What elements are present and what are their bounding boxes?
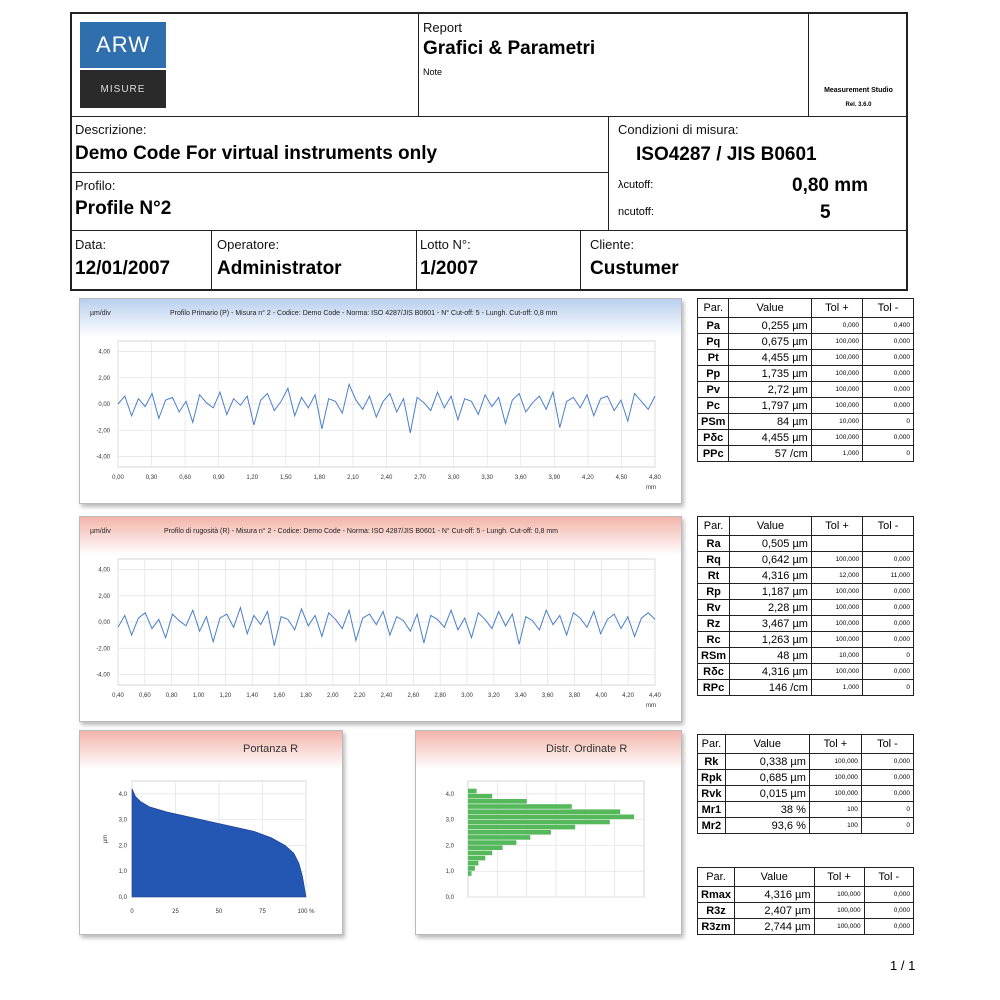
description-cell: [72, 117, 609, 173]
primary-x-tick-label: 2,10: [347, 475, 359, 481]
distribution-bar: [468, 815, 634, 820]
header-value: Value: [725, 735, 809, 754]
roughness-unit-label: µm/div: [90, 528, 111, 535]
param-value: 1,797 µm: [729, 398, 811, 414]
primary-x-tick-label: 3,00: [447, 475, 460, 481]
param-name: Ra: [698, 536, 730, 552]
param-tol-plus: [811, 536, 862, 552]
bearing-y-axis-label: µm: [103, 834, 109, 844]
header-value: Value: [730, 517, 812, 536]
date-value: 12/01/2007: [75, 258, 171, 279]
param-value: 0,255 µm: [729, 318, 811, 334]
bearing-x-tick-label: 25: [172, 909, 179, 915]
param-tol-minus: 0: [863, 680, 914, 696]
bearing-curve-title: Portanza R: [243, 743, 299, 755]
param-value: 0,505 µm: [730, 536, 812, 552]
date-label: Data:: [75, 237, 107, 252]
page-number: 1 / 1: [890, 958, 916, 973]
param-name: Rt: [698, 568, 730, 584]
header-par: Par.: [698, 299, 729, 318]
param-value: 1,187 µm: [730, 584, 812, 600]
table-row: [698, 568, 914, 584]
param-name: Rmax: [698, 887, 735, 903]
param-tol-plus: 100,000: [811, 350, 862, 366]
conditions-label: Condizioni di misura:: [618, 122, 739, 137]
primary-x-tick-label: 3,90: [548, 475, 561, 481]
table-row: [698, 919, 914, 935]
param-tol-minus: 0,000: [862, 398, 913, 414]
primary-x-tick-label: 1,80: [313, 475, 326, 481]
param-tol-plus: 100,000: [811, 632, 862, 648]
report-header: [70, 12, 908, 291]
param-name: Rvk: [698, 786, 726, 802]
param-tol-plus: 10,000: [811, 648, 862, 664]
param-value: 4,455 µm: [729, 350, 811, 366]
param-tol-minus: 0,000: [862, 334, 913, 350]
header-value: Value: [734, 868, 814, 887]
param-tol-plus: 1,000: [811, 446, 862, 462]
distribution-panel: [415, 730, 682, 935]
bearing-x-tick-label: 50: [215, 909, 223, 915]
param-name: PSm: [698, 414, 729, 430]
bearing-y-tick-label: 1,0: [118, 869, 127, 876]
param-value: 84 µm: [729, 414, 811, 430]
roughness-x-tick-label: 3,40: [514, 693, 527, 699]
param-name: Rpk: [698, 770, 726, 786]
roughness-profile-panel: [79, 516, 682, 722]
operator-value: Administrator: [217, 258, 342, 279]
roughness-x-tick-label: 4,20: [622, 693, 634, 699]
distribution-bar: [468, 856, 485, 861]
n-cutoff-value: 5: [820, 202, 831, 223]
primary-parameters-table: [697, 298, 914, 462]
param-tol-minus: 0: [861, 818, 913, 834]
date-cell: [72, 231, 212, 291]
table-row: [698, 887, 914, 903]
logo-cell: [72, 14, 419, 117]
table-row: [698, 632, 914, 648]
param-name: Rv: [698, 600, 730, 616]
param-tol-plus: 100,000: [809, 786, 861, 802]
param-value: 4,316 µm: [734, 887, 814, 903]
param-tol-plus: 100,000: [811, 398, 862, 414]
bearing-y-tick-label: 2,0: [118, 843, 127, 850]
param-tol-minus: 0,000: [861, 754, 913, 770]
lambda-cutoff-label: λcutoff:: [618, 179, 654, 191]
distribution-y-tick-label: 0,0: [445, 895, 454, 901]
software-release: Rel. 3.6.0: [845, 102, 872, 108]
primary-x-tick-label: 0,60: [179, 475, 191, 481]
param-name: Mr1: [698, 802, 726, 818]
bearing-x-tick-label: 0: [130, 909, 134, 915]
param-tol-minus: 0: [861, 802, 913, 818]
param-tol-minus: 0,000: [863, 600, 914, 616]
distribution-y-tick-label: 2,0: [445, 843, 454, 850]
param-tol-plus: 100: [809, 818, 861, 834]
table-row: [698, 664, 914, 680]
header-par: Par.: [698, 868, 735, 887]
table-row: [698, 616, 914, 632]
param-tol-minus: 0: [862, 446, 913, 462]
param-value: 93,6 %: [725, 818, 809, 834]
header-tol-plus: Tol +: [814, 868, 864, 887]
param-value: 0,685 µm: [725, 770, 809, 786]
distribution-title: Distr. Ordinate R: [546, 743, 628, 755]
roughness-x-tick-label: 1,80: [300, 693, 312, 699]
primary-y-tick-label: 0,00: [98, 402, 110, 408]
param-value: 0,338 µm: [725, 754, 809, 770]
primary-x-tick-label: 2,70: [414, 475, 426, 481]
param-tol-plus: 100,000: [814, 903, 864, 919]
header-tol-minus: Tol -: [864, 868, 913, 887]
param-tol-minus: 0,000: [861, 786, 913, 802]
report-title-cell: [419, 14, 809, 117]
header-tol-plus: Tol +: [811, 517, 862, 536]
note-label: Note: [423, 67, 443, 77]
primary-unit-label: µm/div: [90, 310, 111, 317]
param-value: 48 µm: [730, 648, 812, 664]
header-tol-plus: Tol +: [809, 735, 861, 754]
param-tol-plus: 100,000: [811, 334, 862, 350]
param-value: 4,316 µm: [730, 664, 812, 680]
core-parameters-table: [697, 734, 914, 834]
param-name: RPc: [698, 680, 730, 696]
distribution-bar: [468, 789, 477, 794]
param-tol-plus: 10,000: [811, 414, 862, 430]
param-name: Pv: [698, 382, 729, 398]
param-tol-minus: 0: [863, 648, 914, 664]
param-name: PPc: [698, 446, 729, 462]
distribution-chart: [416, 731, 683, 936]
primary-x-tick-label: 4,50: [615, 475, 628, 481]
bearing-curve-panel: [79, 730, 343, 935]
distribution-bar: [468, 851, 492, 856]
roughness-x-tick-label: 0,40: [112, 693, 124, 699]
distribution-bar: [468, 825, 575, 830]
param-tol-plus: 100,000: [809, 770, 861, 786]
primary-x-tick-label: 0,30: [145, 475, 158, 481]
roughness-x-tick-label: 1,00: [192, 693, 205, 699]
table-row: [698, 754, 914, 770]
distribution-bar: [468, 871, 472, 876]
primary-y-tick-label: 4,00: [98, 349, 110, 356]
distribution-bar: [468, 840, 516, 845]
roughness-x-tick-label: 2,80: [434, 693, 447, 699]
table-row: [698, 366, 914, 382]
primary-x-tick-label: 1,50: [279, 475, 292, 481]
report-label: Report: [423, 20, 463, 35]
param-tol-plus: 100,000: [811, 552, 862, 568]
param-tol-plus: 100,000: [811, 600, 862, 616]
table-row: [698, 802, 914, 818]
roughness-y-tick-label: -2,00: [96, 646, 110, 653]
table-header-row: [698, 517, 914, 536]
table-row: [698, 350, 914, 366]
bearing-curve-chart: [80, 731, 344, 936]
param-name: Pa: [698, 318, 729, 334]
param-tol-minus: 0,000: [863, 584, 914, 600]
param-name: Rc: [698, 632, 730, 648]
param-name: Mr2: [698, 818, 726, 834]
conditions-value: ISO4287 / JIS B0601: [636, 144, 817, 165]
param-tol-plus: 100,000: [814, 887, 864, 903]
param-tol-plus: 100: [809, 802, 861, 818]
param-name: Rq: [698, 552, 730, 568]
operator-label: Operatore:: [217, 237, 280, 252]
header-tol-minus: Tol -: [862, 299, 913, 318]
param-value: 2,744 µm: [734, 919, 814, 935]
primary-x-tick-label: 0,90: [212, 475, 225, 481]
roughness-x-tick-label: 3,00: [461, 693, 473, 699]
primary-y-tick-label: -4,00: [96, 454, 110, 461]
lot-cell: [417, 231, 581, 291]
param-name: Pp: [698, 366, 729, 382]
lambda-cutoff-value: 0,80 mm: [792, 175, 869, 196]
primary-x-tick-label: 4,80: [649, 475, 661, 481]
conditions-cell: [609, 117, 908, 231]
param-tol-plus: 100,000: [811, 664, 862, 680]
param-value: 0,015 µm: [725, 786, 809, 802]
header-value: Value: [729, 299, 811, 318]
table-row: [698, 818, 914, 834]
param-tol-plus: 100,000: [811, 616, 862, 632]
software-name: Measurement Studio: [824, 87, 893, 94]
table-row: [698, 334, 914, 350]
n-cutoff-label: ncutoff:: [618, 206, 654, 218]
table-row: [698, 600, 914, 616]
param-tol-minus: 11,000: [863, 568, 914, 584]
table-row: [698, 414, 914, 430]
roughness-x-tick-label: 1,20: [219, 693, 232, 699]
param-tol-minus: 0,000: [862, 382, 913, 398]
primary-y-tick-label: 2,00: [98, 375, 110, 382]
distribution-y-tick-label: 3,0: [445, 817, 454, 824]
table-row: [698, 430, 914, 446]
table-row: [698, 552, 914, 568]
param-tol-plus: 100,000: [811, 584, 862, 600]
distribution-bar: [468, 809, 620, 814]
primary-x-tick-label: 2,40: [380, 475, 393, 481]
roughness-x-tick-label: 4,00: [595, 693, 608, 699]
company-logo: [80, 22, 166, 68]
roughness-x-tick-label: 2,00: [326, 693, 339, 699]
description-value: Demo Code For virtual instruments only: [75, 143, 438, 164]
param-value: 57 /cm: [729, 446, 811, 462]
client-value: Custumer: [590, 258, 679, 279]
roughness-x-tick-label: 0,80: [165, 693, 178, 699]
roughness-parameters-table: [697, 516, 914, 696]
distribution-bar: [468, 866, 475, 871]
param-name: Pt: [698, 350, 729, 366]
param-tol-minus: 0,000: [864, 919, 913, 935]
distribution-y-tick-label: 4,0: [445, 791, 454, 798]
param-value: 4,455 µm: [729, 430, 811, 446]
primary-profile-chart: [80, 299, 683, 505]
roughness-profile-chart: [80, 517, 683, 723]
param-value: 1,735 µm: [729, 366, 811, 382]
distribution-bar: [468, 794, 492, 799]
param-name: Pq: [698, 334, 729, 350]
header-tol-minus: Tol -: [861, 735, 913, 754]
param-name: Rz: [698, 616, 730, 632]
roughness-x-tick-label: 1,40: [246, 693, 259, 699]
software-cell: [809, 14, 908, 117]
profile-cell: [72, 173, 609, 231]
logo-text: ARW: [96, 32, 150, 57]
roughness-y-tick-label: -4,00: [96, 672, 110, 679]
table-header-row: [698, 299, 914, 318]
table-row: [698, 648, 914, 664]
param-value: 4,316 µm: [730, 568, 812, 584]
param-name: Rδc: [698, 664, 730, 680]
distribution-bar: [468, 830, 551, 835]
table-row: [698, 680, 914, 696]
table-row: [698, 903, 914, 919]
header-par: Par.: [698, 517, 730, 536]
param-tol-minus: 0: [862, 414, 913, 430]
distribution-bar: [468, 820, 610, 825]
roughness-x-unit-label: mm: [646, 703, 656, 709]
lot-label: Lotto N°:: [420, 237, 471, 252]
param-name: R3z: [698, 903, 735, 919]
primary-x-tick-label: 0,00: [112, 475, 124, 481]
table-row: [698, 398, 914, 414]
param-tol-plus: 12,000: [811, 568, 862, 584]
param-tol-minus: 0,000: [863, 616, 914, 632]
distribution-bar: [468, 845, 503, 850]
table-row: [698, 584, 914, 600]
primary-x-unit-label: mm: [646, 485, 656, 491]
header-tol-minus: Tol -: [863, 517, 914, 536]
param-value: 0,642 µm: [730, 552, 812, 568]
param-name: Pδc: [698, 430, 729, 446]
lot-value: 1/2007: [420, 258, 479, 279]
logo-subtext: MISURE: [100, 83, 146, 95]
param-tol-minus: 0,000: [862, 430, 913, 446]
param-value: 146 /cm: [730, 680, 812, 696]
distribution-bar: [468, 804, 572, 809]
bearing-y-tick-label: 4,0: [118, 791, 127, 798]
param-tol-plus: 0,000: [811, 318, 862, 334]
table-row: [698, 536, 914, 552]
primary-profile-title: Profilo Primario (P) - Misura n° 2 - Codice: Demo Code - Norma: ISO 4287/JIS B0601 - N° Cut-off: 5 - Lungh. Cut-off: 0,8 mm: [170, 310, 558, 317]
roughness-x-tick-label: 3,20: [488, 693, 500, 699]
param-name: Rp: [698, 584, 730, 600]
roughness-y-tick-label: 0,00: [98, 620, 110, 626]
distribution-y-tick-label: 1,0: [445, 869, 454, 876]
roughness-x-tick-label: 4,40: [649, 693, 661, 699]
table-header-row: [698, 868, 914, 887]
param-value: 38 %: [725, 802, 809, 818]
param-tol-plus: 100,000: [809, 754, 861, 770]
roughness-x-tick-label: 2,40: [380, 693, 393, 699]
primary-x-tick-label: 4,20: [582, 475, 594, 481]
param-tol-plus: 100,000: [814, 919, 864, 935]
param-tol-minus: 0,000: [863, 632, 914, 648]
distribution-bar: [468, 799, 527, 804]
profile-label: Profilo:: [75, 178, 116, 193]
param-name: Pc: [698, 398, 729, 414]
param-tol-minus: 0,000: [861, 770, 913, 786]
description-label: Descrizione:: [75, 122, 147, 137]
param-tol-minus: 0,000: [862, 366, 913, 382]
param-name: Rk: [698, 754, 726, 770]
param-tol-minus: [863, 536, 914, 552]
roughness-x-tick-label: 2,60: [407, 693, 420, 699]
table-row: [698, 770, 914, 786]
param-tol-plus: 100,000: [811, 382, 862, 398]
report-title: Grafici & Parametri: [423, 38, 596, 59]
primary-profile-panel: [79, 298, 682, 504]
param-tol-minus: 0,000: [862, 350, 913, 366]
roughness-profile-title: Profilo di rugosità (R) - Misura n° 2 - Codice: Demo Code - Norma: ISO 4287/JIS B0601 - N° Cut-off: 5 - Lungh. Cut-off: 0,8 mm: [164, 528, 558, 535]
distribution-bar: [468, 835, 530, 840]
bearing-y-tick-label: 3,0: [118, 817, 127, 824]
param-tol-minus: 0,000: [863, 552, 914, 568]
max-parameters-table: [697, 867, 914, 935]
param-name: RSm: [698, 648, 730, 664]
primary-x-tick-label: 3,30: [481, 475, 494, 481]
param-tol-minus: 0,000: [864, 903, 913, 919]
primary-y-tick-label: -2,00: [96, 428, 110, 435]
param-tol-minus: 0,400: [862, 318, 913, 334]
param-tol-minus: 0,000: [864, 887, 913, 903]
client-cell: [581, 231, 908, 291]
param-value: 2,28 µm: [730, 600, 812, 616]
param-value: 1,263 µm: [730, 632, 812, 648]
table-row: [698, 786, 914, 802]
table-row: [698, 446, 914, 462]
param-tol-plus: 100,000: [811, 430, 862, 446]
bearing-y-tick-label: 0,0: [118, 895, 127, 901]
roughness-x-tick-label: 1,60: [273, 693, 285, 699]
param-tol-plus: 100,000: [811, 366, 862, 382]
primary-x-tick-label: 3,60: [514, 475, 527, 481]
operator-cell: [212, 231, 417, 291]
roughness-y-tick-label: 2,00: [98, 593, 110, 600]
param-tol-minus: 0,000: [863, 664, 914, 680]
roughness-y-tick-label: 4,00: [98, 567, 110, 574]
param-value: 3,467 µm: [730, 616, 812, 632]
table-row: [698, 382, 914, 398]
table-header-row: [698, 735, 914, 754]
table-row: [698, 318, 914, 334]
roughness-x-tick-label: 2,20: [353, 693, 366, 699]
bearing-x-tick-label: 75: [259, 909, 266, 915]
header-tol-plus: Tol +: [811, 299, 862, 318]
param-name: R3zm: [698, 919, 735, 935]
param-tol-plus: 1,000: [811, 680, 862, 696]
bearing-x-tick-label: 100 %: [297, 909, 315, 915]
header-par: Par.: [698, 735, 726, 754]
primary-x-tick-label: 1,20: [246, 475, 259, 481]
roughness-x-tick-label: 3,60: [541, 693, 554, 699]
company-logo-subtitle: [80, 70, 166, 108]
roughness-x-tick-label: 3,80: [568, 693, 581, 699]
roughness-x-tick-label: 0,60: [139, 693, 151, 699]
param-value: 0,675 µm: [729, 334, 811, 350]
profile-value: Profile N°2: [75, 198, 172, 219]
param-value: 2,72 µm: [729, 382, 811, 398]
param-value: 2,407 µm: [734, 903, 814, 919]
distribution-bar: [468, 861, 478, 866]
client-label: Cliente:: [590, 237, 635, 252]
